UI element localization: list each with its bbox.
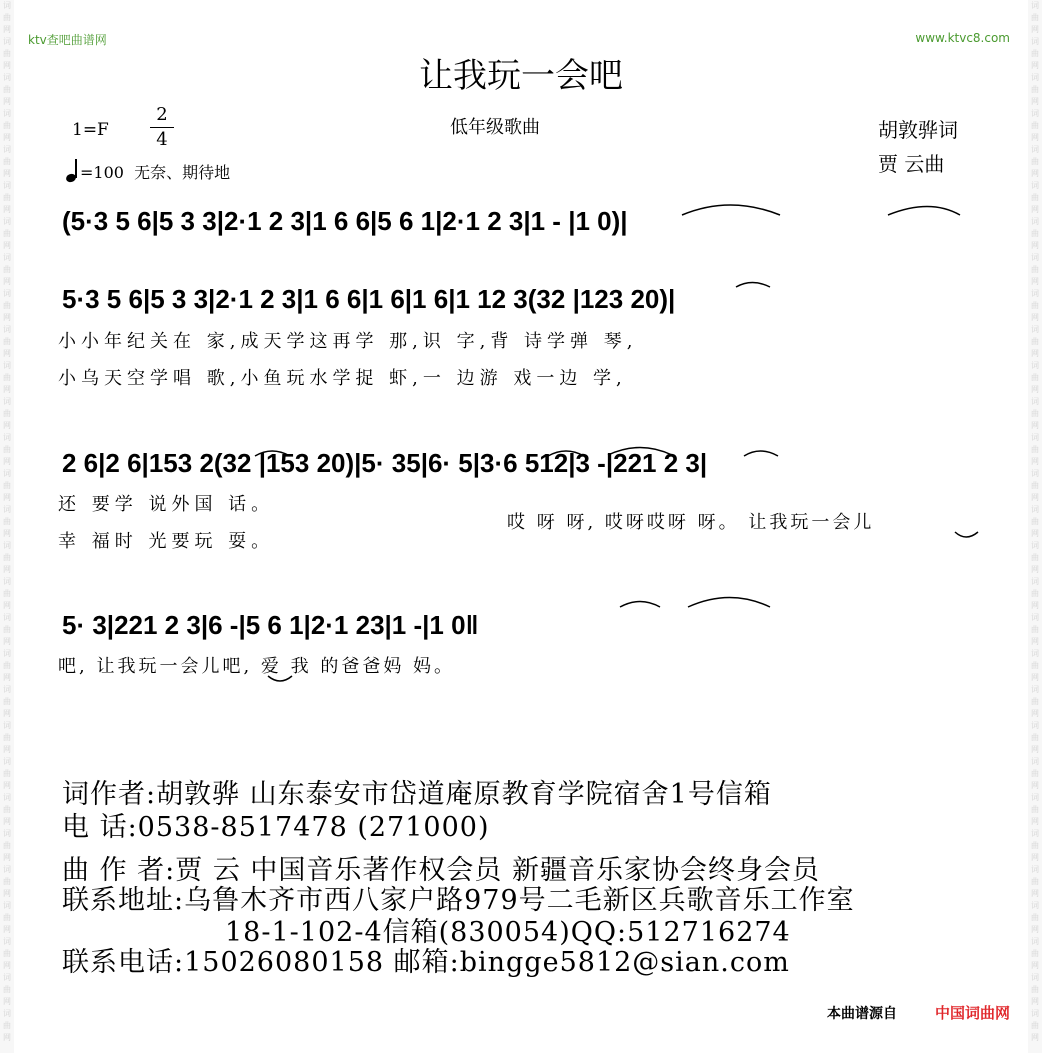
watermark-char: 网 <box>1031 817 1039 826</box>
watermark-char: 词 <box>3 361 11 370</box>
time-signature-bottom: 4 <box>156 129 168 150</box>
watermark-char: 曲 <box>1031 445 1039 454</box>
watermark-char: 网 <box>1031 277 1039 286</box>
watermark-char: 网 <box>1031 457 1039 466</box>
time-signature <box>150 104 174 151</box>
slur-line3d <box>744 451 778 456</box>
watermark-char: 曲 <box>3 949 11 958</box>
watermark-char: 网 <box>1031 169 1039 178</box>
watermark-char: 网 <box>3 133 11 142</box>
watermark-char: 词 <box>3 289 11 298</box>
watermark-char: 词 <box>1031 181 1039 190</box>
watermark-char: 曲 <box>3 49 11 58</box>
watermark-char: 网 <box>3 997 11 1006</box>
watermark-char: 词 <box>1031 217 1039 226</box>
watermark-char: 网 <box>1031 925 1039 934</box>
watermark-char: 网 <box>3 1033 11 1042</box>
watermark-char: 网 <box>3 205 11 214</box>
watermark-char: 网 <box>1031 637 1039 646</box>
watermark-char: 词 <box>1031 613 1039 622</box>
watermark-char: 词 <box>3 721 11 730</box>
watermark-char: 网 <box>3 601 11 610</box>
watermark-char: 网 <box>3 385 11 394</box>
watermark-char: 网 <box>1031 745 1039 754</box>
composer-address: 联系地址:乌鲁木齐市西八家户路979号二毛新区兵歌音乐工作室 <box>62 885 855 916</box>
watermark-char: 曲 <box>3 517 11 526</box>
watermark-char: 曲 <box>3 625 11 634</box>
watermark-char: 曲 <box>1031 877 1039 886</box>
mood-marking: 无奈、期待地 <box>134 163 231 182</box>
watermark-char: 曲 <box>3 985 11 994</box>
composer-credit: 贾 云曲 <box>878 152 945 176</box>
watermark-char: 网 <box>1031 709 1039 718</box>
watermark-char: 网 <box>3 781 11 790</box>
watermark-char: 词 <box>3 325 11 334</box>
song-genre: 低年级歌曲 <box>450 117 540 138</box>
watermark-char: 网 <box>1031 421 1039 430</box>
watermark-char: 词 <box>3 145 11 154</box>
watermark-char: 曲 <box>1031 157 1039 166</box>
watermark-char: 网 <box>1031 493 1039 502</box>
watermark-char: 曲 <box>3 913 11 922</box>
watermark-char: 网 <box>3 241 11 250</box>
watermark-char: 曲 <box>3 409 11 418</box>
watermark-char: 词 <box>1031 973 1039 982</box>
watermark-char: 词 <box>3 613 11 622</box>
watermark-char: 词 <box>3 901 11 910</box>
watermark-right-column <box>1028 0 1042 1053</box>
watermark-char: 网 <box>3 637 11 646</box>
watermark-char: 曲 <box>3 445 11 454</box>
watermark-char: 词 <box>1031 1 1039 10</box>
watermark-char: 词 <box>1031 37 1039 46</box>
watermark-char: 词 <box>1031 685 1039 694</box>
watermark-char: 网 <box>3 529 11 538</box>
watermark-char: 词 <box>3 865 11 874</box>
watermark-char: 网 <box>1031 961 1039 970</box>
watermark-char: 词 <box>3 217 11 226</box>
watermark-char: 曲 <box>3 157 11 166</box>
watermark-char: 词 <box>1031 721 1039 730</box>
watermark-char: 网 <box>3 925 11 934</box>
watermark-char: 网 <box>3 889 11 898</box>
composer-mailbox: 18-1-102-4信箱(830054)QQ:512716274 <box>225 917 791 948</box>
watermark-char: 网 <box>3 457 11 466</box>
lyric-line-3-refrain: 哎 呀 呀, 哎呀哎呀 呀。 让我玩一会儿 <box>507 512 875 533</box>
watermark-char: 曲 <box>1031 661 1039 670</box>
score-line-2: 5·3 5 6|5 3 3|2·1 2 3|1 6 6|1 6|1 6|1 12 3(32 |123 20)| <box>62 284 676 314</box>
watermark-char: 词 <box>1031 145 1039 154</box>
watermark-char: 曲 <box>3 769 11 778</box>
watermark-char: 曲 <box>1031 229 1039 238</box>
watermark-char: 网 <box>3 421 11 430</box>
watermark-char: 网 <box>1031 349 1039 358</box>
watermark-left-column <box>0 0 14 1053</box>
watermark-char: 曲 <box>1031 13 1039 22</box>
watermark-char: 曲 <box>1031 949 1039 958</box>
watermark-char: 曲 <box>3 85 11 94</box>
watermark-char: 词 <box>1031 649 1039 658</box>
watermark-char: 曲 <box>1031 373 1039 382</box>
watermark-char: 词 <box>3 685 11 694</box>
watermark-char: 词 <box>1031 865 1039 874</box>
watermark-char: 曲 <box>3 193 11 202</box>
composer-contact: 联系电话:15026080158 邮箱:bingge5812@sian.com <box>62 947 790 978</box>
watermark-char: 曲 <box>1031 121 1039 130</box>
watermark-char: 词 <box>3 109 11 118</box>
lyric-line-3-verse-1: 还 要学 说外国 话。 <box>58 494 275 515</box>
watermark-char: 词 <box>1031 289 1039 298</box>
watermark-char: 词 <box>3 829 11 838</box>
time-signature-top: 2 <box>156 104 168 125</box>
watermark-char: 曲 <box>1031 769 1039 778</box>
slur-line2 <box>736 283 770 288</box>
watermark-char: 曲 <box>1031 697 1039 706</box>
watermark-char: 曲 <box>3 805 11 814</box>
watermark-char: 词 <box>1031 73 1039 82</box>
watermark-char: 网 <box>3 97 11 106</box>
lyricist-credit: 胡敦骅词 <box>878 118 958 142</box>
watermark-char: 网 <box>3 961 11 970</box>
tempo-value: =100 <box>80 163 124 182</box>
source-label: 本曲谱源自 <box>827 1006 897 1022</box>
watermark-char: 曲 <box>1031 265 1039 274</box>
watermark-char: 曲 <box>1031 517 1039 526</box>
watermark-char: 曲 <box>3 13 11 22</box>
tie-line4 <box>688 598 770 608</box>
watermark-char: 曲 <box>3 553 11 562</box>
lyric-line-4: 吧, 让我玩一会儿吧, 爱 我 的爸爸妈 妈。 <box>58 656 456 677</box>
watermark-char: 网 <box>3 745 11 754</box>
watermark-char: 网 <box>1031 97 1039 106</box>
watermark-char: 词 <box>1031 1009 1039 1018</box>
watermark-char: 曲 <box>1031 337 1039 346</box>
watermark-char: 网 <box>3 25 11 34</box>
watermark-char: 词 <box>1031 793 1039 802</box>
watermark-char: 曲 <box>3 265 11 274</box>
watermark-char: 网 <box>3 565 11 574</box>
watermark-char: 网 <box>1031 853 1039 862</box>
watermark-char: 网 <box>3 493 11 502</box>
watermark-char: 网 <box>1031 385 1039 394</box>
tie-line1b <box>888 207 960 216</box>
watermark-char: 网 <box>1031 313 1039 322</box>
watermark-char: 词 <box>3 793 11 802</box>
watermark-char: 网 <box>3 853 11 862</box>
watermark-char: 网 <box>1031 889 1039 898</box>
lyric-line-2-verse-2: 小乌天空学唱 歌,小鱼玩水学捉 虾,一 边游 戏一边 学, <box>58 368 627 389</box>
watermark-char: 曲 <box>3 301 11 310</box>
watermark-char: 网 <box>3 169 11 178</box>
watermark-char: 词 <box>1031 901 1039 910</box>
watermark-char: 网 <box>3 277 11 286</box>
watermark-char: 网 <box>1031 61 1039 70</box>
watermark-char: 词 <box>3 397 11 406</box>
watermark-char: 曲 <box>1031 481 1039 490</box>
watermark-char: 词 <box>3 757 11 766</box>
watermark-char: 曲 <box>1031 85 1039 94</box>
watermark-char: 词 <box>1031 757 1039 766</box>
watermark-char: 词 <box>3 973 11 982</box>
watermark-char: 词 <box>1031 829 1039 838</box>
slur-line4a <box>620 602 660 608</box>
key-signature: 1=F <box>72 120 109 140</box>
watermark-char: 曲 <box>3 337 11 346</box>
time-signature-line <box>150 127 174 128</box>
watermark-char: 曲 <box>3 373 11 382</box>
watermark-char: 网 <box>3 673 11 682</box>
watermark-char: 词 <box>3 649 11 658</box>
watermark-char: 曲 <box>1031 733 1039 742</box>
lyricist-info: 词作者:胡敦骅 山东泰安市岱道庵原教育学院宿舍1号信箱 <box>62 779 772 810</box>
watermark-char: 网 <box>1031 25 1039 34</box>
score-line-4: 5· 3|221 2 3|6 -|5 6 1|2·1 23|1 -|1 0‖ <box>62 610 479 640</box>
watermark-char: 词 <box>1031 469 1039 478</box>
watermark-char: 曲 <box>3 1021 11 1030</box>
watermark-char: 曲 <box>3 841 11 850</box>
watermark-char: 网 <box>1031 781 1039 790</box>
watermark-char: 词 <box>3 433 11 442</box>
watermark-char: 曲 <box>1031 409 1039 418</box>
watermark-char: 网 <box>1031 241 1039 250</box>
watermark-char: 曲 <box>1031 1021 1039 1030</box>
watermark-char: 词 <box>3 469 11 478</box>
watermark-char: 曲 <box>3 697 11 706</box>
watermark-char: 词 <box>3 73 11 82</box>
watermark-char: 曲 <box>1031 301 1039 310</box>
watermark-char: 曲 <box>1031 49 1039 58</box>
watermark-char: 曲 <box>3 733 11 742</box>
watermark-char: 曲 <box>3 481 11 490</box>
watermark-char: 曲 <box>3 229 11 238</box>
watermark-char: 词 <box>3 577 11 586</box>
watermark-char: 词 <box>1031 541 1039 550</box>
watermark-char: 网 <box>3 313 11 322</box>
watermark-char: 词 <box>3 937 11 946</box>
quarter-note-icon <box>66 160 80 182</box>
source-site-link[interactable]: 中国词曲网 <box>934 1004 1010 1022</box>
watermark-char: 曲 <box>1031 589 1039 598</box>
tie-line1 <box>682 205 780 215</box>
watermark-char: 网 <box>3 349 11 358</box>
watermark-char: 网 <box>3 61 11 70</box>
watermark-char: 词 <box>1031 109 1039 118</box>
watermark-char: 词 <box>1031 253 1039 262</box>
watermark-char: 词 <box>3 253 11 262</box>
watermark-char: 网 <box>1031 673 1039 682</box>
watermark-char: 网 <box>1031 601 1039 610</box>
header-left-site[interactable]: ktv查吧曲谱网 <box>28 33 107 47</box>
watermark-char: 词 <box>1031 325 1039 334</box>
watermark-char: 词 <box>3 37 11 46</box>
watermark-char: 词 <box>1031 361 1039 370</box>
watermark-char: 词 <box>1031 433 1039 442</box>
score-line-3: 2 6|2 6|153 2(32 |153 20)|5· 35|6· 5|3·6 512|3 -|221 2 3| <box>62 448 708 478</box>
watermark-char: 曲 <box>3 661 11 670</box>
tempo-marking <box>66 160 230 183</box>
lyric-line-3-verse-2: 幸 福时 光要玩 耍。 <box>58 531 275 552</box>
watermark-char: 曲 <box>3 877 11 886</box>
watermark-char: 曲 <box>1031 985 1039 994</box>
watermark-char: 曲 <box>1031 193 1039 202</box>
watermark-char: 词 <box>3 505 11 514</box>
song-title: 让我玩一会吧 <box>419 56 623 96</box>
lyricist-phone: 电 话:0538-8517478 (271000) <box>62 812 490 843</box>
watermark-char: 网 <box>3 817 11 826</box>
watermark-char: 词 <box>3 1 11 10</box>
watermark-char: 曲 <box>1031 625 1039 634</box>
watermark-char: 网 <box>1031 529 1039 538</box>
watermark-char: 词 <box>1031 937 1039 946</box>
watermark-char: 词 <box>1031 577 1039 586</box>
watermark-char: 词 <box>3 1009 11 1018</box>
watermark-char: 网 <box>1031 205 1039 214</box>
lyric-line-2-verse-1: 小小年纪关在 家,成天学这再学 那,识 字,背 诗学弹 琴, <box>58 331 638 352</box>
watermark-char: 曲 <box>3 121 11 130</box>
watermark-char: 网 <box>1031 1033 1039 1042</box>
header-right-site[interactable]: www.ktvc8.com <box>915 31 1010 45</box>
watermark-char: 网 <box>1031 565 1039 574</box>
score-line-1: (5·3 5 6|5 3 3|2·1 2 3|1 6 6|5 6 1|2·1 2 3|1 - |1 0)| <box>62 206 628 236</box>
watermark-char: 曲 <box>3 589 11 598</box>
watermark-char: 曲 <box>1031 841 1039 850</box>
composer-info: 曲 作 者:贾 云 中国音乐著作权会员 新疆音乐家协会终身会员 <box>62 855 821 886</box>
watermark-char: 网 <box>1031 997 1039 1006</box>
watermark-char: 词 <box>1031 397 1039 406</box>
watermark-char: 网 <box>1031 133 1039 142</box>
watermark-char: 曲 <box>1031 553 1039 562</box>
lyric-slur-line3 <box>955 532 978 537</box>
watermark-char: 曲 <box>1031 913 1039 922</box>
watermark-char: 网 <box>3 709 11 718</box>
watermark-char: 词 <box>3 181 11 190</box>
watermark-char: 词 <box>1031 505 1039 514</box>
watermark-char: 曲 <box>1031 805 1039 814</box>
watermark-char: 词 <box>3 541 11 550</box>
